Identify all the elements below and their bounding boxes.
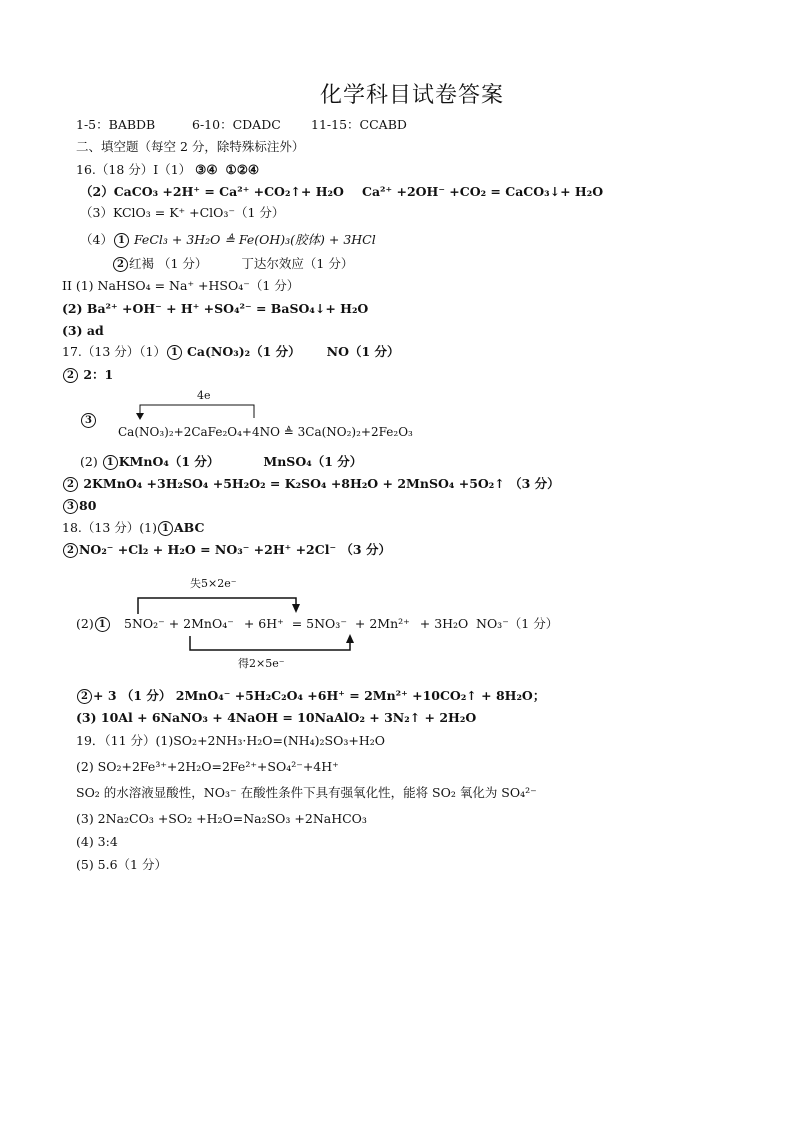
eq-term: + 2MnO₄⁻ <box>168 616 234 631</box>
circled-1: 1 <box>114 233 129 248</box>
circled-3: 3 <box>81 413 96 428</box>
circled-1: 1 <box>167 345 182 360</box>
mc-answers-6-10: 6-10：CDADC <box>192 117 281 132</box>
electron-loss-label: 失5×2e⁻ <box>190 577 237 590</box>
circled-3: 3 <box>63 499 78 514</box>
q18-line2 <box>62 542 391 558</box>
q16-color-answer: 红褐 （1 分） <box>129 256 208 271</box>
q18-head: 18.（13 分）(1) <box>62 520 157 535</box>
eq-term: + 3H₂O <box>419 616 469 631</box>
q19-line5: (4) 3:4 <box>76 834 118 849</box>
page-title: 化学科目试卷答案 <box>319 83 504 108</box>
q17-redox-eq: Ca(NO₃)₂+2CaFe₂O₄+4NO ≜ 3Ca(NO₂)₂+2Fe₂O₃ <box>118 425 413 439</box>
circled-1: 1 <box>95 617 110 632</box>
q19-line3: SO₂ 的水溶液显酸性，NO₃⁻ 在酸性条件下具有强氧化性，能将 SO₂ 氧化为 SO₄²⁻ <box>76 785 537 800</box>
q17-line1 <box>62 344 400 360</box>
q18-redox-eq <box>124 616 468 632</box>
q18-ans: ABC <box>173 520 205 535</box>
q17-part2 <box>80 454 362 470</box>
q17-oxidant: KMnO₄（1 分） <box>118 454 220 469</box>
electron-transfer-bracket <box>130 400 270 422</box>
q16-ans2: ①②④ <box>225 162 260 177</box>
circled-3-marker <box>80 412 97 428</box>
section-heading: 二、填空题（每空 2 分，除特殊标注外） <box>76 139 305 154</box>
q16-II-3: (3) ad <box>62 323 104 338</box>
q18-eq2: NO₂⁻ +Cl₂ + H₂O = NO₃⁻ +2H⁺ +2Cl⁻ （3 分） <box>79 542 391 557</box>
circled-2: 2 <box>77 689 92 704</box>
eq-term: = 5NO₃⁻ <box>291 616 347 631</box>
q16-eq3: （3）KClO₃ = K⁺ +ClO₃⁻（1 分） <box>80 205 285 220</box>
electron-gain-label: 得2×5e⁻ <box>238 657 285 670</box>
q17-product: MnSO₄（1 分） <box>263 454 363 469</box>
q16-II-1: II (1) NaHSO₄ = Na⁺ +HSO₄⁻（1 分） <box>62 278 300 293</box>
q16-line4 <box>80 232 376 248</box>
circled-2: 2 <box>63 368 78 383</box>
mc-answers-11-15: 11-15：CCABD <box>311 117 407 132</box>
q16-line1 <box>76 162 259 178</box>
q16-eq2b: Ca²⁺ +2OH⁻ +CO₂ = CaCO₃↓+ H₂O <box>362 184 604 199</box>
q16-hydrolysis-eq: FeCl₃ + 3H₂O ≜ Fe(OH)₃(胶体) + 3HCl <box>133 232 376 247</box>
circled-2: 2 <box>113 257 128 272</box>
q17-head: 17.（13 分）（1） <box>62 344 166 359</box>
circled-2: 2 <box>63 477 78 492</box>
circled-2: 2 <box>63 543 78 558</box>
q17-kmno4-eq: 2KMnO₄ +3H₂SO₄ +5H₂O₂ = K₂SO₄ +8H₂O + 2MnSO₄ +5O₂↑ （3 分） <box>83 476 560 491</box>
electron-gain-bracket <box>186 634 356 654</box>
q18-part2-label <box>76 616 111 632</box>
circled-1: 1 <box>158 521 173 536</box>
q19-line6: (5) 5.6（1 分） <box>76 857 167 872</box>
q16-tyndall-answer: 丁达尔效应（1 分） <box>241 256 354 271</box>
mc-answers-1-5: 1-5：BABDB <box>76 117 156 132</box>
q19-line2: (2) SO₂+2Fe³⁺+2H₂O=2Fe²⁺+SO₄²⁻+4H⁺ <box>76 759 339 774</box>
q17-part3 <box>62 498 96 514</box>
q16-ans1: ③④ <box>195 162 218 177</box>
eq-term: + 6H⁺ <box>243 616 284 631</box>
q17-ans-b: NO（1 分） <box>326 344 400 359</box>
eq-term: + 2Mn²⁺ <box>354 616 410 631</box>
q17-part2-label: (2) <box>80 454 102 469</box>
q17-line2 <box>62 367 113 383</box>
q16-eq2a: （2）CaCO₃ +2H⁺ = Ca²⁺ +CO₂↑+ H₂O <box>80 184 344 199</box>
q17-ans-a: Ca(NO₃)₂（1 分） <box>186 344 301 359</box>
q17-part2-eq <box>62 476 560 492</box>
circled-1: 1 <box>103 455 118 470</box>
q18-line4 <box>76 688 545 704</box>
q16-line5 <box>112 256 353 272</box>
q16-head: 16.（18 分）Ⅰ（1） <box>76 162 192 177</box>
q19-line1: 19．（11 分）(1)SO₂+2NH₃·H₂O=(NH₄)₂SO₃+H₂O <box>76 733 386 748</box>
q19-line4: (3) 2Na₂CO₃ +SO₂ +H₂O=Na₂SO₃ +2NaHCO₃ <box>76 811 367 826</box>
q18-line1 <box>62 520 204 536</box>
eq-term: 5NO₂⁻ <box>124 616 165 631</box>
q18-line5: (3) 10Al + 6NaNO₃ + 4NaOH = 10NaAlO₂ + 3N₂↑ + 2H₂O <box>76 710 477 725</box>
q18-part2-num: (2) <box>76 616 94 631</box>
electron-loss-bracket <box>134 592 304 616</box>
q18-eq4: + 3 （1 分） 2MnO₄⁻ +5H₂C₂O₄ +6H⁺ = 2Mn²⁺ +10CO₂↑ + 8H₂O； <box>93 688 546 703</box>
electron-transfer-label: 4e <box>197 389 211 402</box>
q16-II-2: (2) Ba²⁺ +OH⁻ + H⁺ +SO₄²⁻ = BaSO₄↓+ H₂O <box>62 301 369 316</box>
q16-part4-label: （4） <box>80 232 113 247</box>
q17-ratio: 2：1 <box>83 367 114 382</box>
q17-part3-answer: 80 <box>79 498 97 513</box>
q18-eq-note: NO₃⁻（1 分） <box>476 616 559 631</box>
